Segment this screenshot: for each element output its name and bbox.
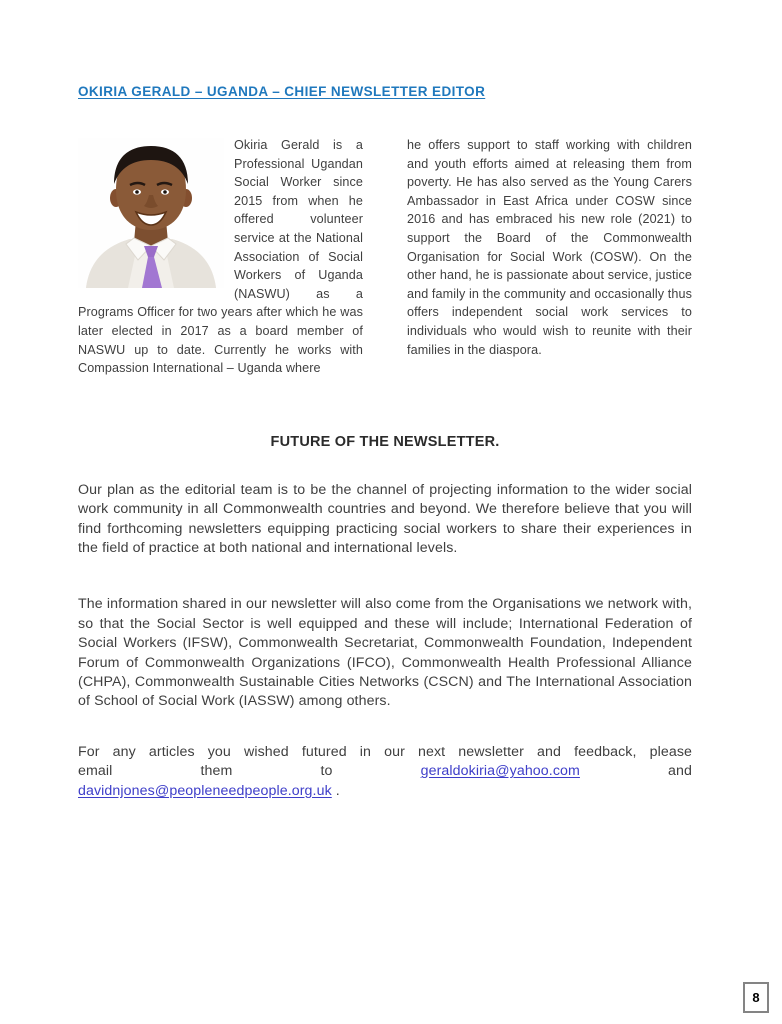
contact-line3 <box>78 782 692 801</box>
page-number-box <box>743 982 769 1013</box>
portrait-photo <box>78 138 224 288</box>
contact-word-them: them <box>200 763 233 780</box>
contact-line2 <box>78 762 692 781</box>
section-heading: FUTURE OF THE NEWSLETTER. <box>270 433 500 450</box>
email-link-gerald[interactable]: geraldokiria@yahoo.com <box>420 763 580 780</box>
paragraph-editorial-plan: Our plan as the editorial team is to be the channel of projecting information to the wider social work community in all Commonwealth countries and beyond. We therefore believe that you will find forthcoming newsletters equipping practicing social workers to share their experiences in the field of practice at both national and international levels. <box>78 481 692 556</box>
contact-word-email: email <box>78 763 113 780</box>
contact-line1: For any articles you wished futured in our next newsletter and feedback, please <box>78 743 692 760</box>
bio-column-right <box>407 136 692 378</box>
contact-word-and: and <box>668 763 692 780</box>
contact-word-to: to <box>320 763 333 780</box>
bio-text-left: Okiria Gerald is a Professional Ugandan Social Worker since 2015 from when he offered volunteer service at the National Association of Social Workers of Uganda (NASWU) as a Programs Officer for two years after which he was later elected in 2017 as a board member of NASWU up to date. Currently he works with Compassion International – Uganda where <box>78 138 363 376</box>
paragraph-organisations: The information shared in our newsletter will also come from the Organisations we network with, so that the Social Sector is well equipped and these will include; International Federation of Social Workers (IFSW), Commonwealth Secretariat, Commonwealth Foundation, Independent Forum of Commonwealth Organizations (IFCO), Commonwealth Health Professional Alliance (CHPA), Commonwealth Sustainable Cities Networks (CSCN) and The International Association of School of Social Work (IASSW) among others. <box>78 596 692 710</box>
bio-column-left <box>78 136 363 378</box>
contact-period: . <box>335 782 340 799</box>
page-number: 8 <box>752 990 760 1005</box>
bio-section <box>78 136 692 378</box>
page-title: OKIRIA GERALD – UGANDA – CHIEF NEWSLETTER EDITOR <box>78 84 486 99</box>
email-link-david[interactable]: davidnjones@peopleneedpeople.org.uk <box>78 782 332 799</box>
bio-text-right: he offers support to staff working with children and youth efforts aimed at releasing them from poverty. He has also served as the Young Carers Ambassador in East Africa under COSW since 2016 and has embraced his new role (2021) to support the Board of the Commonwealth Organisation for Social Work (COSW). On the other hand, he is passionate about service, justice and family in the community and occasionally thus offers independent social work services to individuals who would wish to reunite with their families in the diaspora. <box>407 138 692 357</box>
paragraph-contact <box>78 743 692 801</box>
page-content <box>78 0 692 801</box>
